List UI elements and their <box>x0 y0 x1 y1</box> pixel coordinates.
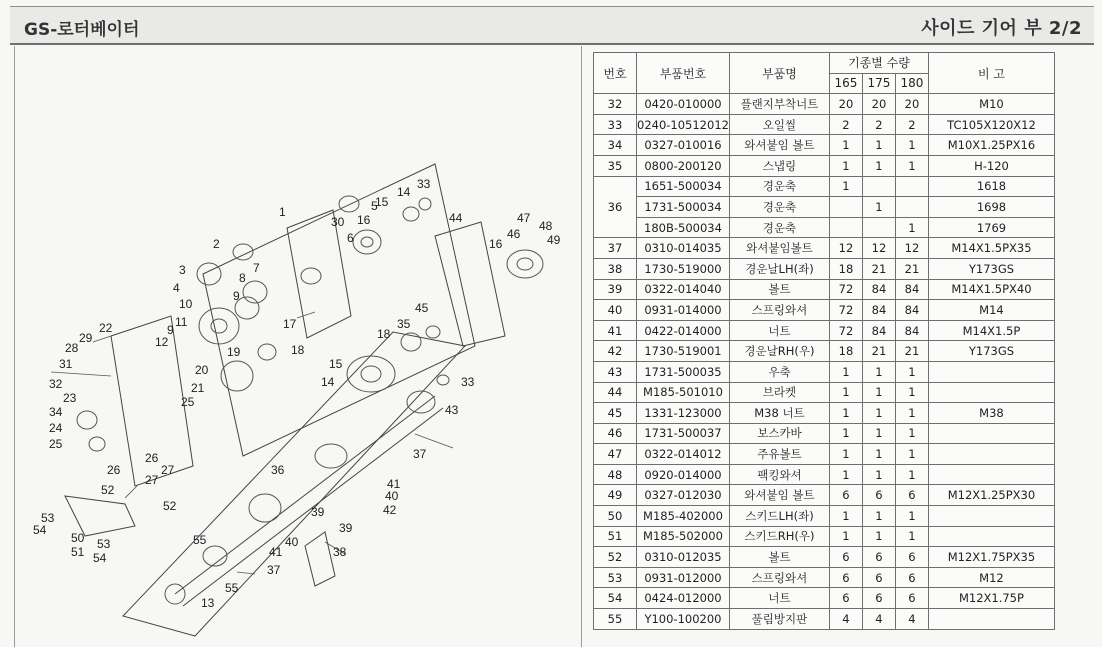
cell-qty-180: 1 <box>895 135 928 156</box>
cell-remark <box>928 382 1054 403</box>
cell-remark: 1618 <box>928 176 1054 197</box>
cell-qty-180: 1 <box>895 361 928 382</box>
diagram-label-32: 32 <box>49 377 63 391</box>
diagram-label-27: 27 <box>145 473 159 487</box>
cell-no: 54 <box>594 588 637 609</box>
parts-table-body <box>594 94 1055 629</box>
diagram-label-22: 22 <box>99 321 113 335</box>
table-row <box>594 567 1055 588</box>
cell-qty-165: 6 <box>829 588 862 609</box>
table-row <box>594 114 1055 135</box>
diagram-label-7: 7 <box>253 261 260 275</box>
cell-qty-165: 72 <box>829 320 862 341</box>
cell-qty-180: 1 <box>895 423 928 444</box>
cell-no: 44 <box>594 382 637 403</box>
cell-no: 33 <box>594 114 637 135</box>
diagram-label-10: 10 <box>179 297 193 311</box>
cell-part-no: 0327-010016 <box>637 135 730 156</box>
cell-qty-180: 84 <box>895 320 928 341</box>
cell-remark <box>928 506 1054 527</box>
diagram-label-52: 52 <box>101 483 115 497</box>
cell-part-name: 경운날RH(우) <box>729 341 829 362</box>
cell-qty-175: 2 <box>862 114 895 135</box>
table-row <box>594 403 1055 424</box>
table-row <box>594 547 1055 568</box>
cell-part-no: 0931-012000 <box>637 567 730 588</box>
diagram-label-26b: 26 <box>145 451 159 465</box>
cell-no: 43 <box>594 361 637 382</box>
cell-qty-175: 12 <box>862 238 895 259</box>
cell-remark: M38 <box>928 403 1054 424</box>
cell-part-name: 와셔붙임볼트 <box>729 238 829 259</box>
cell-qty-175: 84 <box>862 300 895 321</box>
diagram-label-33: 33 <box>417 177 431 191</box>
cell-qty-175: 6 <box>862 485 895 506</box>
diagram-label-20: 20 <box>195 363 209 377</box>
diagram-label-34: 34 <box>49 405 63 419</box>
cell-part-name: 스키드RH(우) <box>729 526 829 547</box>
document-title: GS-로터베이터 <box>24 20 140 40</box>
cell-part-no: 1731-500034 <box>637 197 730 218</box>
cell-qty-180: 1 <box>895 464 928 485</box>
cell-part-name: 브라켓 <box>729 382 829 403</box>
cell-part-no: 0800-200120 <box>637 155 730 176</box>
cell-qty-165: 1 <box>829 155 862 176</box>
cell-qty-165: 1 <box>829 423 862 444</box>
cell-remark: M14X1.5PX35 <box>928 238 1054 259</box>
cell-part-name: 너트 <box>729 588 829 609</box>
cell-part-no: Y100-100200 <box>637 609 730 630</box>
header-part-no: 부품번호 <box>637 53 730 94</box>
table-row <box>594 464 1055 485</box>
table-row <box>594 197 1055 218</box>
header-qty-group: 기종별 수량 <box>829 53 928 74</box>
exploded-parts-diagram <box>14 46 582 647</box>
cell-qty-165: 1 <box>829 506 862 527</box>
cell-qty-180: 1 <box>895 403 928 424</box>
cell-qty-165: 20 <box>829 94 862 115</box>
cell-qty-180: 6 <box>895 567 928 588</box>
cell-remark: M14X1.5PX40 <box>928 279 1054 300</box>
cell-qty-180: 1 <box>895 526 928 547</box>
diagram-label-17: 17 <box>283 317 297 331</box>
diagram-label-37: 37 <box>413 447 427 461</box>
cell-qty-180 <box>895 197 928 218</box>
diagram-label-55b: 55 <box>225 581 239 595</box>
cell-qty-175: 84 <box>862 279 895 300</box>
cell-part-name: 와셔붙임 볼트 <box>729 135 829 156</box>
cell-part-no: M185-501010 <box>637 382 730 403</box>
cell-part-no: 0422-014000 <box>637 320 730 341</box>
cell-qty-165: 1 <box>829 361 862 382</box>
diagram-label-6: 6 <box>347 231 354 245</box>
cell-no: 52 <box>594 547 637 568</box>
table-row <box>594 320 1055 341</box>
cell-no: 32 <box>594 94 637 115</box>
cell-part-name: 볼트 <box>729 547 829 568</box>
cell-qty-165: 72 <box>829 279 862 300</box>
cell-remark: Y173GS <box>928 258 1054 279</box>
table-row <box>594 609 1055 630</box>
cell-part-name: 스프링와셔 <box>729 567 829 588</box>
cell-qty-165: 12 <box>829 238 862 259</box>
cell-qty-175: 1 <box>862 444 895 465</box>
cell-remark <box>928 423 1054 444</box>
cell-qty-175: 1 <box>862 464 895 485</box>
cell-no: 41 <box>594 320 637 341</box>
cell-qty-165: 6 <box>829 485 862 506</box>
cell-qty-175: 1 <box>862 155 895 176</box>
diagram-label-40b: 40 <box>285 535 299 549</box>
diagram-label-23: 23 <box>63 391 77 405</box>
diagram-label-16b: 16 <box>489 237 503 251</box>
cell-no: 45 <box>594 403 637 424</box>
cell-qty-180: 2 <box>895 114 928 135</box>
cell-remark <box>928 464 1054 485</box>
cell-qty-165: 1 <box>829 382 862 403</box>
cell-part-no: 1331-123000 <box>637 403 730 424</box>
cell-remark <box>928 609 1054 630</box>
diagram-label-15b: 15 <box>329 357 343 371</box>
cell-part-no: 0931-014000 <box>637 300 730 321</box>
cell-part-name: 너트 <box>729 320 829 341</box>
header-qty-175: 175 <box>862 73 895 94</box>
cell-part-name: 주유볼트 <box>729 444 829 465</box>
diagram-label-53: 53 <box>41 511 55 525</box>
cell-part-no: 0310-012035 <box>637 547 730 568</box>
cell-qty-165: 18 <box>829 258 862 279</box>
cell-remark: M10 <box>928 94 1054 115</box>
cell-part-name: 플랜지부착너트 <box>729 94 829 115</box>
cell-qty-180: 1 <box>895 444 928 465</box>
diagram-label-27b: 27 <box>161 463 175 477</box>
cell-qty-175 <box>862 217 895 238</box>
cell-remark: M14 <box>928 300 1054 321</box>
cell-part-name: 보스카바 <box>729 423 829 444</box>
diagram-label-37b: 37 <box>267 563 281 577</box>
diagram-label-47: 47 <box>517 211 531 225</box>
diagram-label-14b: 14 <box>321 375 335 389</box>
header-no: 번호 <box>594 53 637 94</box>
parts-table <box>593 52 1055 630</box>
diagram-label-35: 35 <box>397 317 411 331</box>
diagram-label-52b: 52 <box>163 499 177 513</box>
table-row <box>594 341 1055 362</box>
cell-no: 35 <box>594 155 637 176</box>
cell-qty-180: 84 <box>895 300 928 321</box>
cell-qty-165: 1 <box>829 135 862 156</box>
cell-part-no: 180B-500034 <box>637 217 730 238</box>
table-row <box>594 506 1055 527</box>
cell-part-no: 1731-500035 <box>637 361 730 382</box>
cell-qty-175: 20 <box>862 94 895 115</box>
cell-part-no: 0424-012000 <box>637 588 730 609</box>
cell-part-name: M38 너트 <box>729 403 829 424</box>
cell-part-name: 팩킹와셔 <box>729 464 829 485</box>
cell-qty-175: 1 <box>862 423 895 444</box>
cell-remark: Y173GS <box>928 341 1054 362</box>
cell-no: 53 <box>594 567 637 588</box>
diagram-label-46: 46 <box>507 227 521 241</box>
header-remark: 비 고 <box>928 53 1054 94</box>
table-row <box>594 485 1055 506</box>
diagram-label-8: 8 <box>239 271 246 285</box>
cell-part-name: 와셔붙임 볼트 <box>729 485 829 506</box>
cell-qty-175: 1 <box>862 526 895 547</box>
cell-no: 39 <box>594 279 637 300</box>
cell-remark: M12X1.25PX30 <box>928 485 1054 506</box>
cell-no: 34 <box>594 135 637 156</box>
table-row <box>594 155 1055 176</box>
cell-qty-165: 72 <box>829 300 862 321</box>
cell-no: 47 <box>594 444 637 465</box>
cell-qty-165: 1 <box>829 403 862 424</box>
diagram-label-18b: 18 <box>291 343 305 357</box>
diagram-label-36: 36 <box>271 463 285 477</box>
diagram-label-48: 48 <box>539 219 553 233</box>
cell-remark: TC105X120X12 <box>928 114 1054 135</box>
diagram-label-13: 13 <box>201 596 215 610</box>
diagram-label-54b: 54 <box>93 551 107 565</box>
diagram-label-9b: 9 <box>167 323 174 337</box>
cell-part-name: 스키드LH(좌) <box>729 506 829 527</box>
diagram-label-40: 40 <box>385 489 399 503</box>
cell-qty-165: 1 <box>829 464 862 485</box>
diagram-label-11: 11 <box>175 315 188 329</box>
cell-remark: H-120 <box>928 155 1054 176</box>
table-row <box>594 217 1055 238</box>
diagram-label-15: 15 <box>375 195 389 209</box>
cell-no: 38 <box>594 258 637 279</box>
cell-qty-175: 1 <box>862 506 895 527</box>
cell-qty-175: 21 <box>862 258 895 279</box>
diagram-label-1: 1 <box>279 205 286 219</box>
cell-no: 50 <box>594 506 637 527</box>
cell-part-no: 0920-014000 <box>637 464 730 485</box>
cell-part-name: 오일씰 <box>729 114 829 135</box>
header-part-name: 부품명 <box>729 53 829 94</box>
table-row <box>594 176 1055 197</box>
diagram-label-30: 30 <box>331 215 345 229</box>
cell-qty-180: 6 <box>895 588 928 609</box>
cell-no: 51 <box>594 526 637 547</box>
cell-qty-175: 21 <box>862 341 895 362</box>
diagram-label-18: 18 <box>377 327 391 341</box>
cell-qty-175 <box>862 176 895 197</box>
page-header <box>10 6 1094 45</box>
diagram-label-28: 28 <box>65 341 79 355</box>
cell-part-name: 볼트 <box>729 279 829 300</box>
diagram-label-49: 49 <box>547 233 561 247</box>
diagram-label-42: 42 <box>383 503 397 517</box>
cell-part-name: 우축 <box>729 361 829 382</box>
diagram-label-51: 51 <box>71 545 85 559</box>
cell-qty-180: 1 <box>895 382 928 403</box>
cell-qty-165: 6 <box>829 547 862 568</box>
diagram-label-4: 4 <box>173 281 180 295</box>
cell-qty-175: 1 <box>862 382 895 403</box>
diagram-label-50: 50 <box>71 531 85 545</box>
diagram-label-24: 24 <box>49 421 63 435</box>
cell-qty-175: 6 <box>862 567 895 588</box>
cell-qty-180: 1 <box>895 217 928 238</box>
cell-remark: 1698 <box>928 197 1054 218</box>
cell-remark: M12 <box>928 567 1054 588</box>
cell-part-no: 1730-519001 <box>637 341 730 362</box>
cell-remark: M12X1.75PX35 <box>928 547 1054 568</box>
cell-part-name: 스프링와셔 <box>729 300 829 321</box>
cell-qty-180 <box>895 176 928 197</box>
cell-qty-180: 6 <box>895 547 928 568</box>
cell-part-no: 0322-014012 <box>637 444 730 465</box>
cell-qty-175: 6 <box>862 588 895 609</box>
cell-remark: 1769 <box>928 217 1054 238</box>
table-row <box>594 382 1055 403</box>
cell-part-name: 풀림방지판 <box>729 609 829 630</box>
cell-remark: M14X1.5P <box>928 320 1054 341</box>
diagram-label-25: 25 <box>49 437 63 451</box>
cell-part-no: 0310-014035 <box>637 238 730 259</box>
diagram-label-41b: 41 <box>269 545 283 559</box>
cell-qty-175: 1 <box>862 197 895 218</box>
cell-part-name: 스냅링 <box>729 155 829 176</box>
cell-qty-180: 21 <box>895 341 928 362</box>
cell-remark: M10X1.25PX16 <box>928 135 1054 156</box>
cell-qty-180: 1 <box>895 155 928 176</box>
diagram-label-44: 44 <box>449 211 463 225</box>
diagram-label-31: 31 <box>59 357 73 371</box>
diagram-label-5: 5 <box>371 199 378 213</box>
diagram-label-29: 29 <box>79 331 93 345</box>
cell-no: 37 <box>594 238 637 259</box>
cell-part-no: 0322-014040 <box>637 279 730 300</box>
cell-qty-175: 6 <box>862 547 895 568</box>
cell-part-no: 0420-010000 <box>637 94 730 115</box>
diagram-label-9: 9 <box>233 289 240 303</box>
table-row <box>594 258 1055 279</box>
diagram-label-2: 2 <box>213 237 220 251</box>
cell-no: 36 <box>594 176 637 238</box>
diagram-label-25b: 25 <box>181 395 195 409</box>
cell-qty-180: 1 <box>895 506 928 527</box>
cell-no: 46 <box>594 423 637 444</box>
cell-part-no: 1730-519000 <box>637 258 730 279</box>
header-qty-165: 165 <box>829 73 862 94</box>
cell-no: 40 <box>594 300 637 321</box>
diagram-label-3: 3 <box>179 263 186 277</box>
diagram-label-54: 54 <box>33 523 47 537</box>
diagram-label-39b: 39 <box>339 521 353 535</box>
table-row <box>594 423 1055 444</box>
cell-remark <box>928 526 1054 547</box>
table-row <box>594 588 1055 609</box>
cell-qty-175: 1 <box>862 135 895 156</box>
cell-remark <box>928 444 1054 465</box>
cell-remark: M12X1.75P <box>928 588 1054 609</box>
diagram-label-39: 39 <box>311 505 325 519</box>
cell-qty-175: 1 <box>862 403 895 424</box>
diagram-label-41: 41 <box>387 477 401 491</box>
cell-no: 55 <box>594 609 637 630</box>
cell-qty-165: 18 <box>829 341 862 362</box>
cell-qty-165 <box>829 197 862 218</box>
cell-remark <box>928 361 1054 382</box>
table-row <box>594 361 1055 382</box>
table-row <box>594 526 1055 547</box>
cell-part-name: 경운축 <box>729 176 829 197</box>
cell-qty-180: 21 <box>895 258 928 279</box>
cell-qty-165 <box>829 217 862 238</box>
cell-qty-180: 20 <box>895 94 928 115</box>
diagram-label-16: 16 <box>357 213 371 227</box>
cell-qty-165: 1 <box>829 176 862 197</box>
cell-part-no: 1651-500034 <box>637 176 730 197</box>
cell-qty-180: 4 <box>895 609 928 630</box>
table-row <box>594 238 1055 259</box>
cell-qty-175: 4 <box>862 609 895 630</box>
cell-qty-165: 1 <box>829 444 862 465</box>
table-row <box>594 300 1055 321</box>
diagram-label-33b: 33 <box>461 375 475 389</box>
cell-part-no: 0327-012030 <box>637 485 730 506</box>
diagram-label-53b: 53 <box>97 537 111 551</box>
cell-part-no: M185-502000 <box>637 526 730 547</box>
table-row <box>594 135 1055 156</box>
cell-qty-165: 2 <box>829 114 862 135</box>
diagram-label-14: 14 <box>397 185 411 199</box>
table-row <box>594 279 1055 300</box>
cell-qty-165: 6 <box>829 567 862 588</box>
cell-qty-175: 1 <box>862 361 895 382</box>
cell-part-no: 1731-500037 <box>637 423 730 444</box>
diagram-label-43: 43 <box>445 403 459 417</box>
cell-qty-165: 4 <box>829 609 862 630</box>
diagram-label-55: 55 <box>193 533 207 547</box>
section-title: 사이드 기어 부 2/2 <box>921 18 1082 39</box>
cell-qty-175: 84 <box>862 320 895 341</box>
diagram-label-21: 21 <box>191 381 205 395</box>
cell-qty-180: 84 <box>895 279 928 300</box>
cell-part-no: 0240-10512012 <box>637 114 730 135</box>
diagram-label-38: 38 <box>333 545 347 559</box>
cell-no: 42 <box>594 341 637 362</box>
table-row <box>594 444 1055 465</box>
cell-qty-165: 1 <box>829 526 862 547</box>
table-row <box>594 94 1055 115</box>
cell-no: 49 <box>594 485 637 506</box>
cell-part-name: 경운축 <box>729 217 829 238</box>
diagram-label-19: 19 <box>227 345 241 359</box>
diagram-label-12: 12 <box>155 335 169 349</box>
cell-qty-180: 6 <box>895 485 928 506</box>
cell-part-name: 경운축 <box>729 197 829 218</box>
cell-part-name: 경운날LH(좌) <box>729 258 829 279</box>
diagram-label-45: 45 <box>415 301 429 315</box>
cell-part-no: M185-402000 <box>637 506 730 527</box>
cell-no: 48 <box>594 464 637 485</box>
diagram-label-26: 26 <box>107 463 121 477</box>
header-qty-180: 180 <box>895 73 928 94</box>
cell-qty-180: 12 <box>895 238 928 259</box>
